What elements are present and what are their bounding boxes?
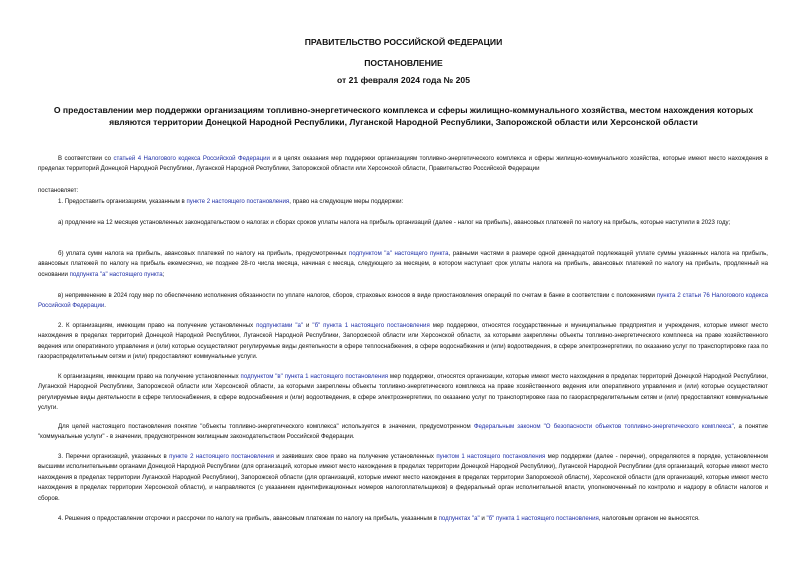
issuer-heading: ПРАВИТЕЛЬСТВО РОССИЙСКОЙ ФЕДЕРАЦИИ	[304, 37, 503, 47]
link-tax-code-article-4[interactable]: статьей 4 Налогового кодекса Российской Федерации	[113, 155, 270, 162]
clause-1	[38, 197, 768, 207]
text: и заявивших свое право на получение установленных	[273, 453, 437, 460]
clause-3	[38, 452, 768, 504]
text: и в целях оказания мер поддержки организациям топливно-энергетического комплекса и сферы жилищно-коммунального хозяйства, которые имеют место нахождения в пределах территорий Донецкой Народной Республики, Луганской Народной Республики, Запорожской области или Херсонской области, Правительство Российской Федерации	[38, 155, 768, 173]
link-clause-2[interactable]: пункте 2 настоящего постановления	[186, 198, 290, 205]
clause-2-definitions	[38, 422, 768, 443]
link-clause-2-b[interactable]: пункте 2 настоящего постановления	[169, 453, 274, 460]
link-subclauses-a-4[interactable]: подпунктах "а"	[438, 515, 480, 522]
text: в) неприменение в 2024 году мер по обеспечению исполнения обязанности по уплате налогов, сборов, страховых взносов в виде приостановления операций по счетам в банке в соответствии с положениями	[58, 292, 657, 299]
clause-2-second	[38, 372, 768, 414]
clause-2	[38, 321, 768, 363]
link-subclause-a-2[interactable]: подпункта "а" настоящего пункта	[69, 270, 163, 278]
document-type-heading: ПОСТАНОВЛЕНИЕ	[364, 58, 443, 68]
link-subclause-b-clause-1[interactable]: "б" пункта 1 настоящего постановления	[312, 322, 430, 329]
clause-1a: а) продление на 12 месяцев установленных законодательством о налогах и сборах сроков уплаты налога на прибыль организаций (далее - налог на прибыль), авансовых платежей по налогу на прибыль, которые наступили в 2023 году;	[58, 219, 731, 226]
text: , налоговым органом не выносятся.	[598, 515, 700, 522]
text: и	[479, 515, 487, 522]
text: мер поддержки (далее - перечни), определяются в порядке, установленном высшими исполнительными органами Донецкой Народной Республики (для организаций, которые имеют место нахождения в пределах территории Донецкой Народной Республики), Луганской Народной Республики (для организаций, которые имеют место нахождения в пределах территории Луганской Народной Республики), Запорожской области (для организаций, которые имеют место нахождения в пределах территории Запорожской области), Херсонской области (для организаций, которые имеют место нахождения в пределах территории Херсонской области), и направляются (с указанием идентификационных номеров налогоплательщиков) в федеральный орган исполнительной власти, уполномоченный по контролю и надзору в области налогов и сборов.	[38, 453, 768, 502]
link-subclause-b-clause-1-4[interactable]: "б" пункта 1 настоящего постановления	[486, 515, 599, 522]
text: б) уплата сумм налога на прибыль, авансовых платежей по налогу на прибыль, предусмотренных	[58, 250, 349, 257]
date-number-heading: от 21 февраля 2024 года № 205	[337, 75, 470, 85]
text: мер поддержки, относятся государственные и муниципальные предприятия и учреждения, которые имеют место нахождения в пределах территорий Донецкой Народной Республики, Луганской Народной Республики, Запорожской области или Херсонской области, за которыми закреплены объекты топливно-энергетического комплекса на праве хозяйственного ведения или оперативного управления и (или) которые осуществляют регулируемые виды деятельности в сфере теплоснабжения, в сфере водоснабжения и (или) водоотведения, в сфере электроэнергетики, по оказанию услуг по транспортировке газа по газораспределительным сетям и (или) предоставляют коммунальные услуги.	[38, 322, 768, 361]
text: , равными частями в размере одной двенадцатой подлежащей уплате суммы указанных налога на прибыль, авансовых платежей по налогу на прибыль ежемесячно, не позднее 28-го числа месяца, начиная с месяца, следующего за месяцем, в котором наступает срок уплаты налога на прибыль, авансовых платежей по налогу на прибыль, продленный на основании	[38, 250, 768, 278]
document-title: О предоставлении мер поддержки организациям топливно-энергетического комплекса и сферы жилищно-коммунального хозяйства, местом нахождения которых являются территории Донецкой Народной Республики, Луганской Народной Республики, Запорожской области или Херсонской области	[53, 105, 754, 127]
text: 2. К организациям, имеющим право на получение установленных	[58, 322, 257, 329]
text: ;	[162, 270, 165, 278]
clause-4	[38, 514, 768, 524]
text: 4. Решения о предоставлении отсрочки и рассрочки по налогу на прибыль, авансовым платежам по налогу на прибыль, указанным в	[58, 515, 439, 522]
clause-1b	[38, 249, 768, 280]
link-subclause-v-clause-1[interactable]: подпунктом "в" пункта 1 настоящего постановления	[240, 373, 389, 380]
text: и	[303, 322, 313, 329]
text: В соответствии со	[58, 155, 114, 162]
text: , а понятие "коммунальные услуги" - в значении, предусмотренном жилищным законодательством Российской Федерации.	[38, 423, 768, 441]
text: , право на следующие меры поддержки:	[289, 198, 404, 205]
link-tax-code-article-76[interactable]: пункта 2 статьи 76 Налогового кодекса Российской Федерации	[38, 292, 769, 310]
link-subclauses-a[interactable]: подпунктами "а"	[256, 322, 304, 329]
text: .	[104, 302, 106, 310]
link-subclause-a[interactable]: подпунктом "а" настоящего пункта	[348, 250, 449, 257]
link-clause-1[interactable]: пунктом 1 настоящего постановления	[436, 453, 546, 460]
resolves-paragraph: постановляет:	[38, 187, 79, 194]
text: мер поддержки, относятся организации, которые имеют место нахождения в пределах территорий Донецкой Народной Республики, Луганской Народной Республики, Запорожской области или Херсонской области, за которыми закреплены объекты топливно-энергетического комплекса на праве хозяйственного ведения или оперативного управления и (или) которые осуществляют регулируемые виды деятельности в сфере теплоснабжения, в сфере водоснабжения и (или) водоотведения, в сфере электроэнергетики, по оказанию услуг по транспортировке газа по газораспределительным сетям и (или) предоставляют коммунальные услуги.	[38, 373, 768, 412]
text: 3. Перечни организаций, указанных в	[58, 453, 170, 460]
text: 1. Предоставить организациям, указанным в	[58, 198, 187, 205]
link-federal-law-energy-safety[interactable]: Федеральным законом "О безопасности объектов топливно-энергетического комплекса"	[473, 423, 734, 430]
text: Для целей настоящего постановления понятие "объекты топливно-энергетического комплекса" используется в значении, предусмотренном	[58, 423, 474, 430]
text: К организациям, имеющим право на получение установленных	[58, 373, 241, 380]
clause-1c	[38, 291, 768, 312]
preamble-paragraph	[38, 154, 768, 175]
